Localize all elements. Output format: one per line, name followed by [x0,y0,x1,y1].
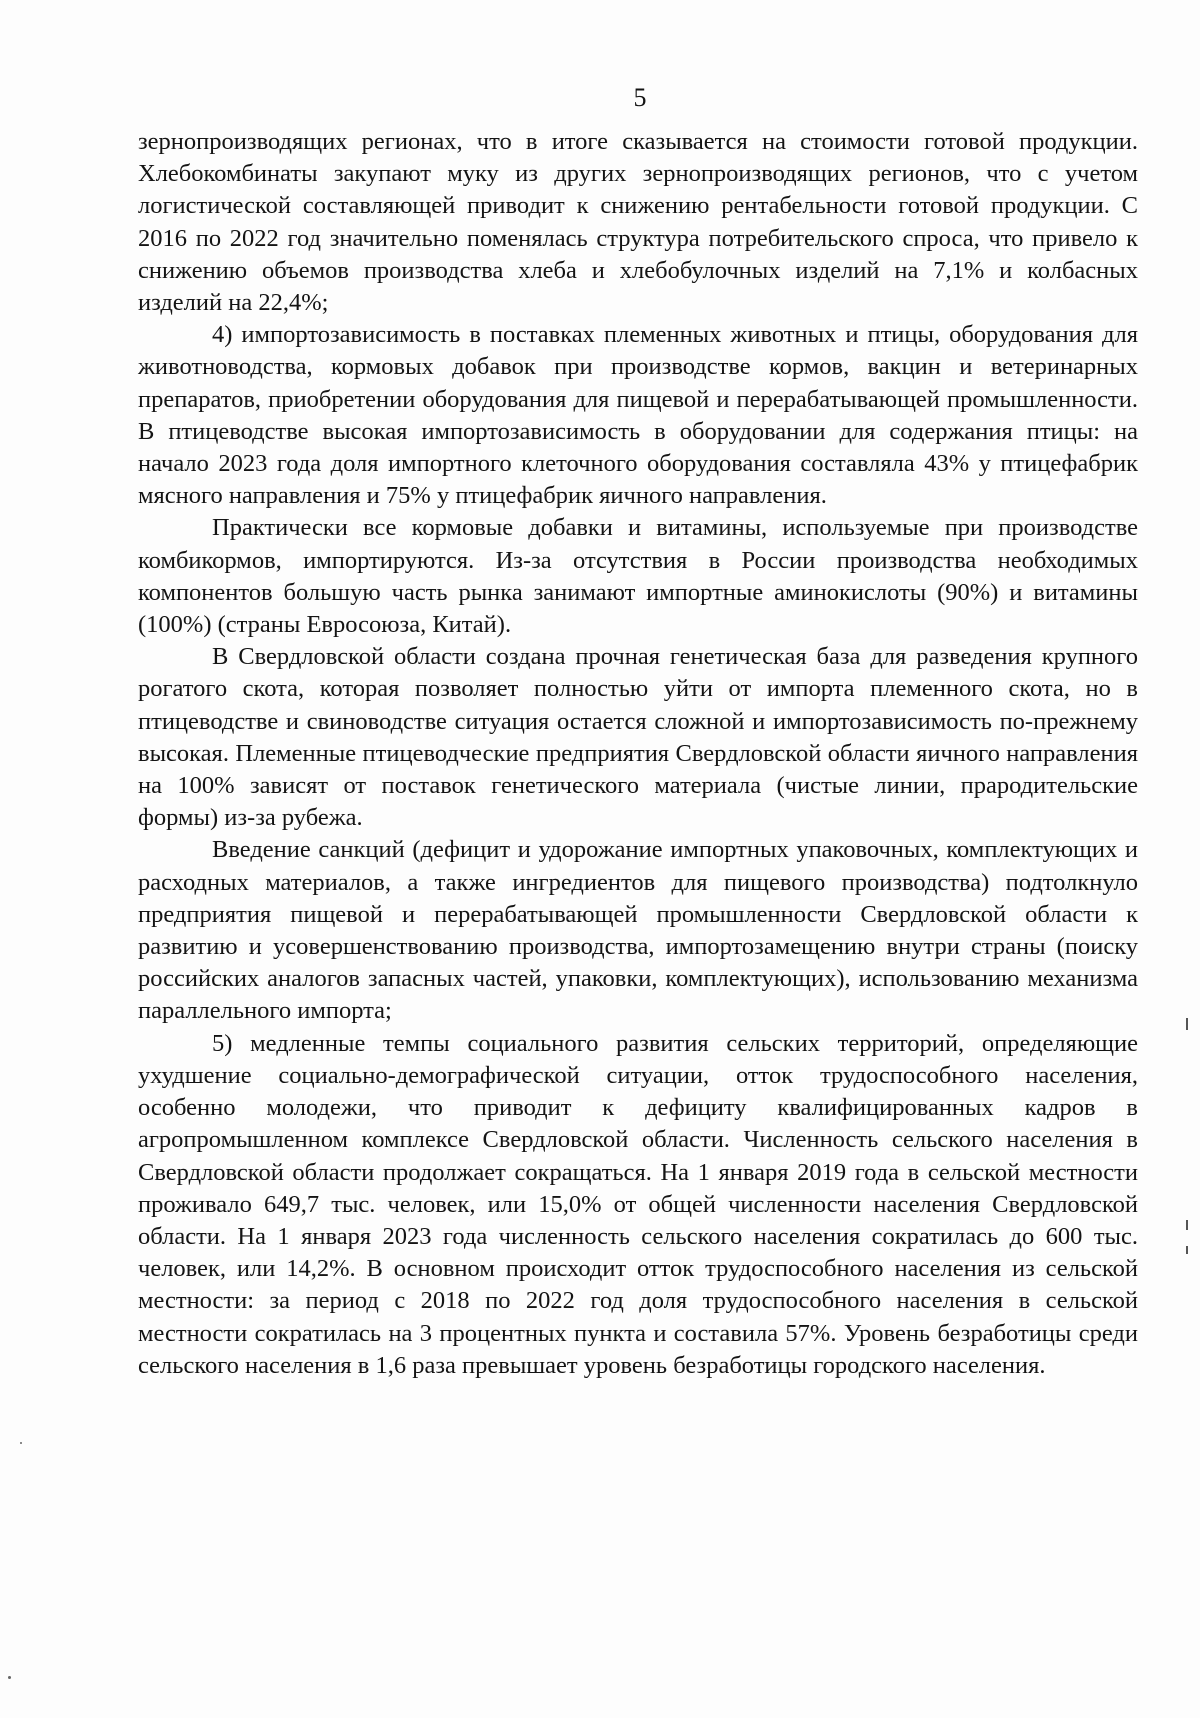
document-body [138,126,1138,1382]
paragraph-4: В Свердловской области создана прочная генетическая база для разведения крупного рогатого скота, которая позволяет полностью уйти от импорта племенного скота, но в птицеводстве и свиноводстве ситуация остается сложной и импортозависимость по-прежнему высокая. Племенные птицеводческие предприятия Свердловской области яичного направления на 100% зависят от поставок генетического материала (чистые линии, прародительские формы) из-за рубежа. [138,643,1138,832]
scan-artifact [1186,1018,1188,1030]
scan-artifact [1186,1220,1188,1230]
paragraph-3: Практически все кормовые добавки и витамины, используемые при производстве комбикормов, импортируются. Из-за отсутствия в России производства необходимых компонентов большую часть рынка занимают импортные аминокислоты (90%) и витамины (100%) (страны Евросоюза, Китай). [138,514,1138,639]
paragraph-2: 4) импортозависимость в поставках племенных животных и птицы, оборудования для животноводства, кормовых добавок при производстве кормов, вакцин и ветеринарных препаратов, приобретении оборудования для пищевой и перерабатывающей промышленности. В птицеводстве высокая импортозависимость в оборудовании для содержания птицы: на начало 2023 года доля импортного клеточного оборудования составляла 43% у птицефабрик мясного направления и 75% у птицефабрик яичного направления. [138,321,1138,510]
scan-artifact [1186,1246,1188,1254]
paragraph-6: 5) медленные темпы социального развития сельских территорий, определяющие ухудшение социально-демографической ситуации, отток трудоспособного населения, особенно молодежи, что приводит к дефициту квалифицированных кадров в агропромышленном комплексе Свердловской области. Численность сельского населения в Свердловской области продолжает сокращаться. На 1 января 2019 года в сельской местности проживало 649,7 тыс. человек, или 15,0% от общей численности населения Свердловской области. На 1 января 2023 года численность сельского населения сократилась до 600 тыс. человек, или 14,2%. В основном происходит отток трудоспособного населения из сельской местности: за период с 2018 по 2022 год доля трудоспособного населения в сельской местности сократилась на 3 процентных пункта и составила 57%. Уровень безработицы среди сельского населения в 1,6 раза превышает уровень безработицы городского населения. [138,1029,1138,1379]
scan-artifact [8,1676,11,1679]
paragraph-5: Введение санкций (дефицит и удорожание импортных упаковочных, комплектующих и расходных материалов, а также ингредиентов для пищевого производства) подтолкнуло предприятия пищевой и перерабатывающей промышленности Свердловской области к развитию и усовершенствованию производства, импортозамещению внутри страны (поиску российских аналогов запасных частей, упаковки, комплектующих), использованию механизма параллельного импорта; [138,836,1138,1025]
page-number: 5 [633,83,647,112]
paragraph-1: зернопроизводящих регионах, что в итоге сказывается на стоимости готовой продукции. Хлебокомбинаты закупают муку из других зернопроизводящих регионов, что с учетом логистической составляющей приводит к снижению рентабельности готовой продукции. С 2016 по 2022 год значительно поменялась структура потребительского спроса, что привело к снижению объемов производства хлеба и хлебобулочных изделий на 7,1% и колбасных изделий на 22,4%; [138,128,1138,317]
scan-artifact [20,1442,22,1444]
